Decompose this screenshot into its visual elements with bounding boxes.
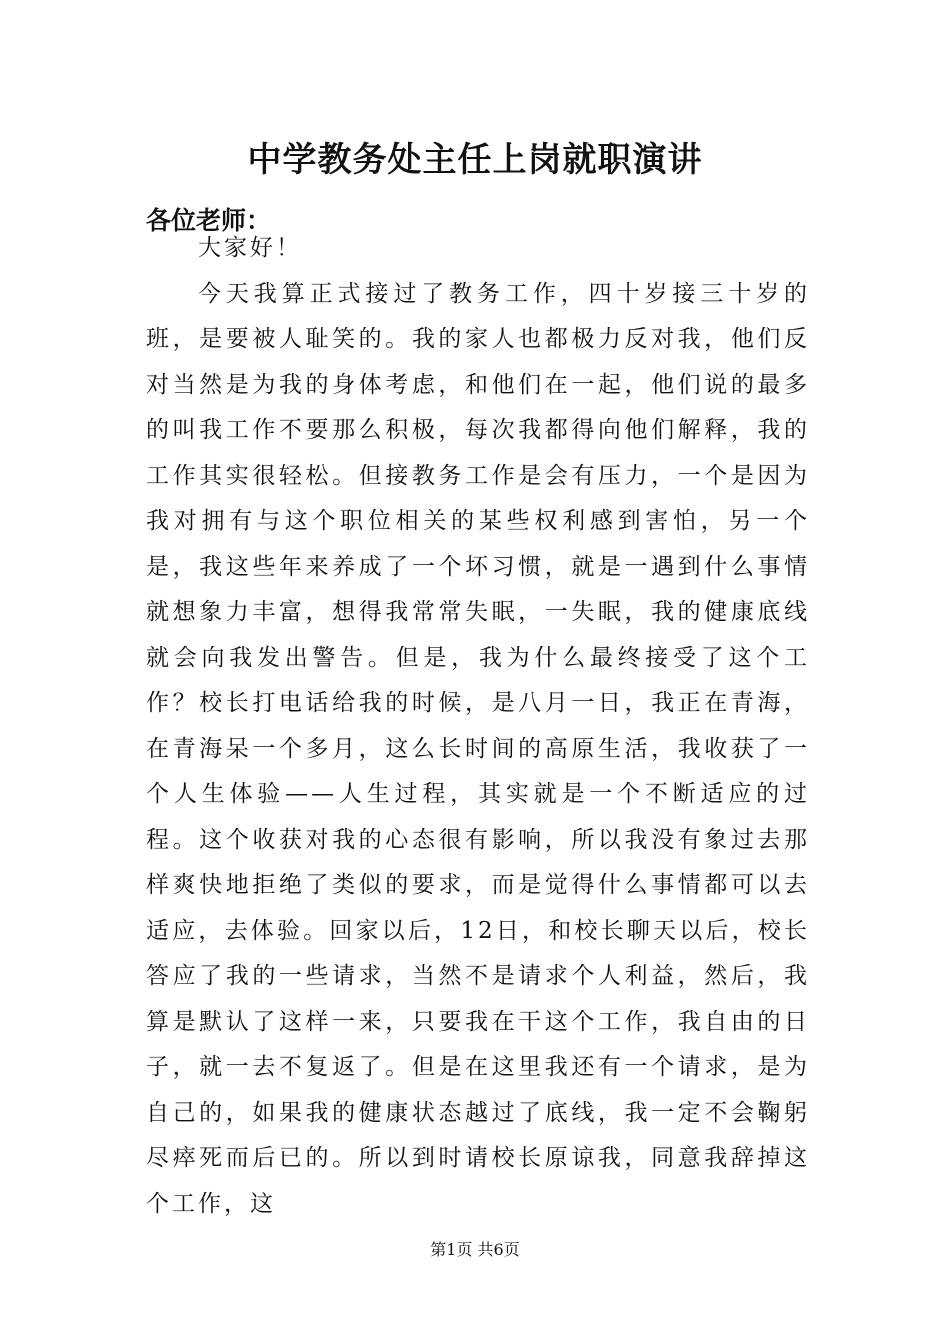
body-paragraph: 今天我算正式接过了教务工作，四十岁接三十岁的班，是要被人耻笑的。我的家人也都极力反对我，他们反对当然是为我的身体考虑，和他们在一起，他们说的最多的叫我工作不要那么积极，每次我都得向他们解释，我的工作其实很轻松。但接教务工作是会有压力，一个是因为我对拥有与这个职位相关的某些权利感到害怕，另一个是，我这些年来养成了一个坏习惯，就是一遇到什么事情就想象力丰富，想得我常常失眠，一失眠，我的健康底线就会向我发出警告。但是，我为什么最终接受了这个工作？校长打电话给我的时候，是八月一日，我正在青海，在青海呆一个多月，这么长时间的高原生活，我收获了一个人生体验——人生过程，其实就是一个不断适应的过程。这个收获对我的心态很有影响，所以我没有象过去那样爽快地拒绝了类似的要求，而是觉得什么事情都可以去适应，去体验。回家以后，12日，和校长聊天以后，校长答应了我的一些请求，当然不是请求个人利益，然后，我算是默认了这样一来，只要我在干这个工作，我自由的日子，就一去不复返了。但是在这里我还有一个请求，是为自己的，如果我的健康状态越过了底线，我一定不会鞠躬尽瘁死而后已的。所以到时请校长原谅我，同意我辞掉这个工作，这: [146, 280, 810, 1217]
greeting-paragraph: 大家好！: [198, 235, 302, 261]
salutation: 各位老师：: [146, 206, 272, 235]
page-footer: 第1页 共6页: [430, 1240, 520, 1259]
document-body: [146, 226, 810, 1227]
document-title: 中学教务处主任上岗就职演讲: [247, 140, 703, 180]
